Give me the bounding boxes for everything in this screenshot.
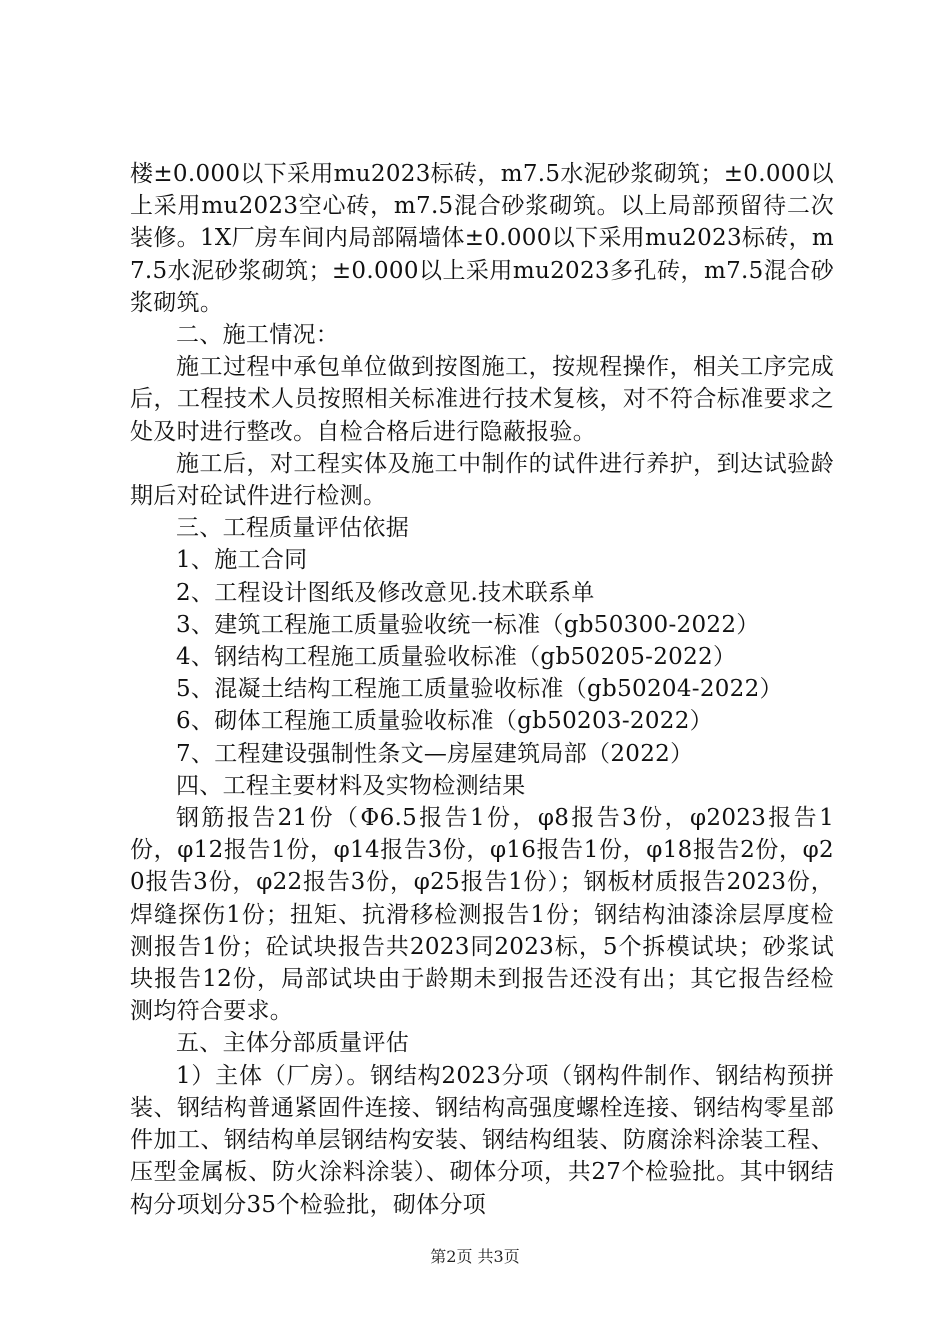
- list-item-basis-5: 5、混凝土结构工程施工质量验收标准（gb50204-2022）: [176, 676, 783, 703]
- list-item-basis-7: 7、工程建设强制性条文—房屋建筑局部（2022）: [176, 740, 694, 767]
- paragraph-main-structure: 1）主体（厂房）。钢结构2023分项（钢构件制作、钢结构预拼装、钢结构普通紧固件连接、钢结构高强度螺栓连接、钢结构零星部件加工、钢结构单层钢结构安装、钢结构组装、防腐涂料涂装工程、压型金属板、防火涂料涂装）、砌体分项，共27个检验批。其中钢结构分项划分35个检验批，砌体分项: [130, 1062, 834, 1218]
- heading-materials-results: 四、工程主要材料及实物检测结果: [176, 772, 526, 799]
- heading-main-structure-evaluation: 五、主体分部质量评估: [176, 1030, 409, 1057]
- paragraph-construction-process: 施工过程中承包单位做到按图施工，按规程操作，相关工序完成后，工程技术人员按照相关标准进行技术复核，对不符合标准要求之处及时进行整改。自检合格后进行隐蔽报验。: [130, 354, 834, 445]
- list-item-basis-1: 1、施工合同: [176, 547, 308, 574]
- list-item-basis-6: 6、砌体工程施工质量验收标准（gb50203-2022）: [176, 708, 713, 735]
- page-footer: 第2页 共3页: [430, 1247, 520, 1266]
- list-item-basis-4: 4、钢结构工程施工质量验收标准（gb50205-2022）: [176, 644, 737, 671]
- paragraph-masonry-continued: 楼±0.000以下采用mu2023标砖，m7.5水泥砂浆砌筑；±0.000以上采用mu2023空心砖，m7.5混合砂浆砌筑。以上局部预留待二次装修。1X厂房车间内局部隔墙体±0.000以下采用mu2023标砖，m7.5水泥砂浆砌筑；±0.000以上采用mu2023多孔砖，m7.5混合砂浆砌筑。: [130, 161, 834, 316]
- list-item-basis-3: 3、建筑工程施工质量验收统一标准（gb50300-2022）: [176, 611, 760, 638]
- paragraph-test-reports: 钢筋报告21份（Φ6.5报告1份，φ8报告3份，φ2023报告1份，φ12报告1份，φ14报告3份，φ16报告1份，φ18报告2份，φ20报告3份，φ22报告3份，φ25报告1份）；钢板材质报告2023份，焊缝探伤1份；扭矩、抗滑移检测报告1份；钢结构油漆涂层厚度检测报告1份；砼试块报告共2023同2023标，5个拆模试块；砂浆试块报告12份，局部试块由于龄期未到报告还没有出；其它报告经检测均符合要求。: [130, 805, 834, 1025]
- heading-construction-status: 二、施工情况：: [176, 322, 340, 349]
- heading-evaluation-basis: 三、工程质量评估依据: [176, 515, 409, 542]
- list-item-basis-2: 2、工程设计图纸及修改意见.技术联系单: [176, 579, 595, 606]
- paragraph-curing-testing: 施工后，对工程实体及施工中制作的试件进行养护，到达试验龄期后对砼试件进行检测。: [130, 450, 834, 510]
- document-body: [130, 158, 834, 1221]
